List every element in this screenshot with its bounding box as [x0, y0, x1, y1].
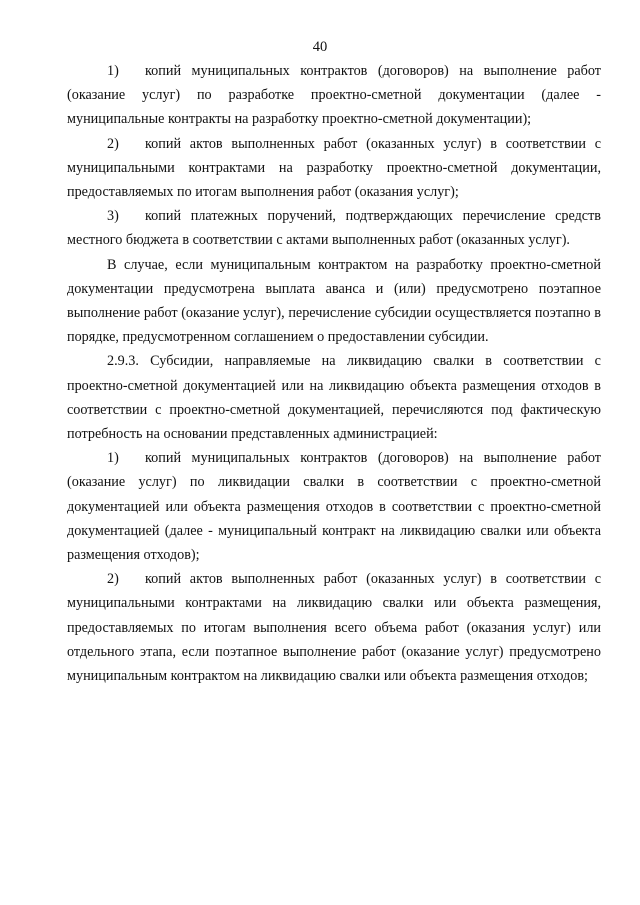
list-item-text: копий актов выполненных работ (оказанных услуг) в соответствии с муниципальными контрактами на разработку проектно-сметной документации, предоставляемых по итогам выполнения работ (оказания услуг);	[67, 135, 601, 201]
list-item-text: копий платежных поручений, подтверждающих перечисление средств местного бюджета в соответствии с актами выполненных работ (оказанных услуг).	[67, 208, 601, 249]
list-item	[67, 204, 601, 252]
list-item-number: 1)	[107, 450, 119, 467]
list-item-text: копий муниципальных контрактов (договоров) на выполнение работ (оказание услуг) по разработке проектно-сметной документации (далее - муниципальные контракты на разработку проектно-сметной документации);	[67, 63, 601, 128]
page-number: 40	[312, 39, 328, 55]
list-item	[67, 59, 601, 132]
paragraph-advance-payment: В случае, если муниципальным контрактом на разработку проектно-сметной документации предусмотрена выплата аванса и (или) предусмотрено поэтапное выполнение работ (оказание услуг), перечисление субсидии осуществляется поэтапно в порядке, предусмотренном соглашением о предоставлении субсидии.	[67, 256, 601, 346]
list-item-text: копий актов выполненных работ (оказанных услуг) в соответствии с муниципальными контрактами на ликвидацию свалки или объекта размещения, предоставляемых по итогам выполнения всего объема работ (оказания услуг) или отдельного этапа, если поэтапное выполнение работ (оказание услуг) предусмотрено муниципальным контрактом на ликвидацию свалки или объекта размещения отходов;	[67, 571, 601, 685]
list-item-number: 2)	[107, 135, 119, 152]
paragraph-section-2-9-3: 2.9.3. Субсидии, направляемые на ликвидацию свалки в соответствии с проектно-сметной документацией или на ликвидацию объекта размещения отходов в соответствии с проектно-сметной документацией, перечисляются под фактическую потребность на основании представленных администрацией:	[67, 353, 601, 443]
document-body	[67, 59, 601, 688]
list-item-number: 2)	[107, 571, 119, 588]
list-item	[67, 446, 601, 567]
list-item-text: копий муниципальных контрактов (договоров) на выполнение работ (оказание услуг) по ликвидации свалки в соответствии с проектно-сметной документацией или объекта размещения отходов в соответствии с проектно-сметной документацией (далее - муниципальный контракт на ликвидацию свалки или объекта размещения отходов);	[67, 450, 601, 564]
list-item	[67, 567, 601, 688]
list-item-number: 3)	[107, 208, 119, 225]
list-item-number: 1)	[107, 63, 119, 79]
list-item	[67, 132, 601, 205]
